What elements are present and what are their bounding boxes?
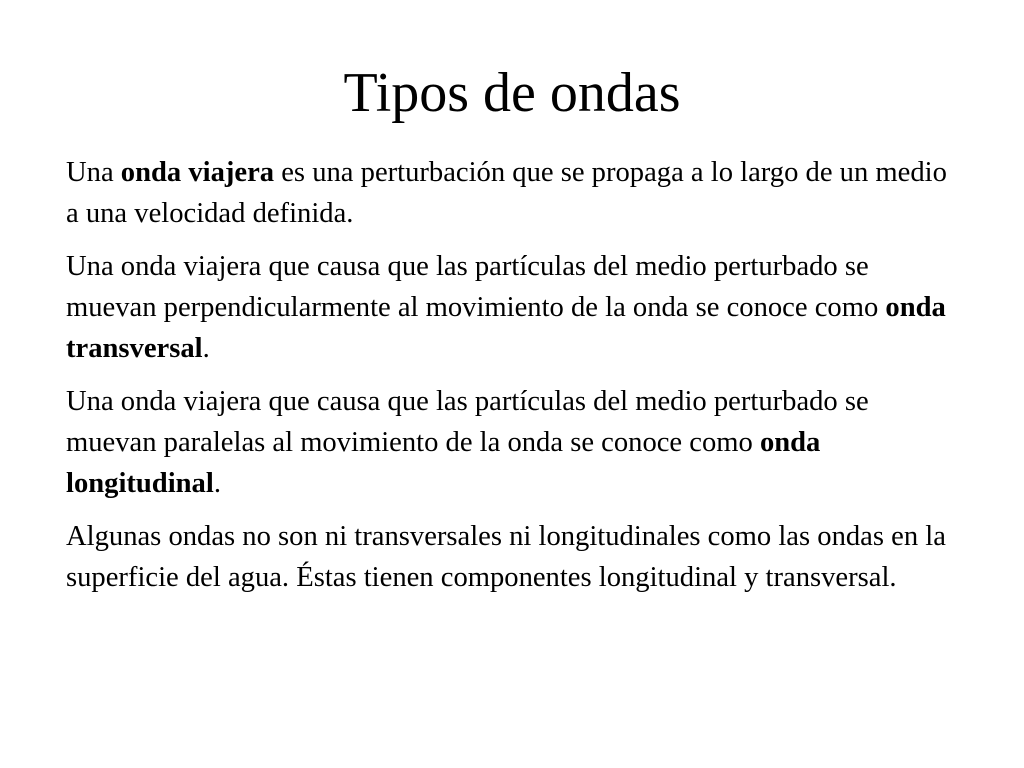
paragraph-text: Una: [66, 157, 121, 188]
paragraph-longitudinal-wave: [66, 381, 966, 504]
paragraph-traveling-wave: [66, 152, 966, 234]
term-traveling-wave: onda viajera: [120, 157, 275, 188]
paragraph-text: .: [202, 333, 210, 364]
paragraph-surface-waves: [66, 516, 966, 598]
term-longitudinal-wave: onda longitudinal: [66, 427, 821, 499]
slide-body: [66, 152, 966, 610]
paragraph-text: Una onda viajera que causa que las partículas del medio perturbado se muevan paralelas al movimiento de la onda se conoce como: [66, 386, 869, 458]
term-transverse-wave: onda transversal: [66, 292, 946, 364]
paragraph-text: es una perturbación que se propaga a lo largo de un medio a una velocidad definida.: [66, 157, 947, 229]
paragraph-text: Una onda viajera que causa que las partículas del medio perturbado se muevan perpendicularmente al movimiento de la onda se conoce como: [66, 251, 886, 323]
paragraph-text: .: [213, 468, 221, 499]
slide-title: Tipos de ondas: [343, 62, 681, 124]
paragraph-transverse-wave: [66, 246, 966, 369]
paragraph-text: Algunas ondas no son ni transversales ni longitudinales como las ondas en la superficie del agua. Éstas tienen componentes longitudinal y transversal.: [66, 521, 946, 593]
